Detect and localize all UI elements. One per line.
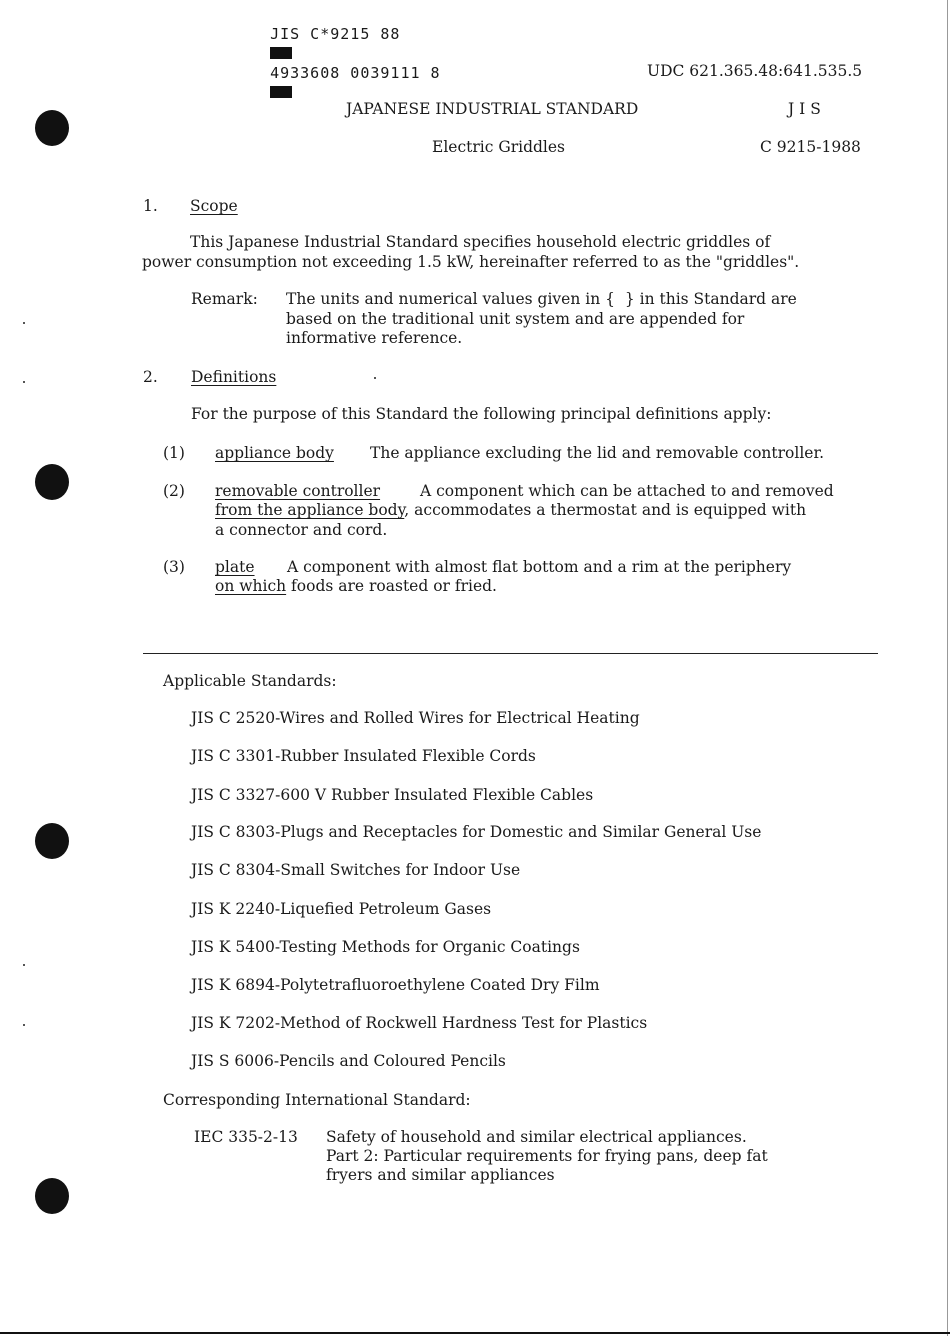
section-title-scope: Scope xyxy=(190,197,238,215)
remark-line-3: informative reference. xyxy=(286,329,463,347)
remark-label: Remark: xyxy=(191,290,258,308)
definition-text: The appliance excluding the lid and removable controller. xyxy=(370,444,825,462)
list-item: JIS C 8304-Small Switches for Indoor Use xyxy=(191,861,521,879)
definition-number: (2) xyxy=(163,482,185,500)
remark-line-2: based on the traditional unit system and are appended for xyxy=(286,310,745,328)
jis-label: J I S xyxy=(788,100,821,118)
definition-text xyxy=(215,501,806,521)
list-item: JIS S 6006-Pencils and Coloured Pencils xyxy=(191,1052,506,1070)
list-item: JIS C 8303-Plugs and Receptacles for Domestic and Similar General Use xyxy=(191,823,762,841)
list-item: JIS C 3327-600 V Rubber Insulated Flexible Cables xyxy=(191,786,594,804)
barcode-left: JIS C*9215 88 xyxy=(270,24,401,43)
page-title: Electric Griddles xyxy=(432,138,566,156)
definition-term-continued: from the appliance body xyxy=(215,501,405,519)
definition-number: (3) xyxy=(163,558,185,576)
section-number: 2. xyxy=(143,368,158,386)
iec-title-line-3: fryers and similar appliances xyxy=(326,1166,555,1184)
definition-number: (1) xyxy=(163,444,185,462)
iec-title-line-2: Part 2: Particular requirements for frying pans, deep fat xyxy=(326,1147,768,1165)
scan-speck xyxy=(23,1024,25,1026)
scan-edge-bottom xyxy=(0,1332,950,1334)
list-item: JIS K 5400-Testing Methods for Organic Coatings xyxy=(191,938,580,956)
definitions-intro: For the purpose of this Standard the following principal definitions apply: xyxy=(191,405,772,423)
definition-text-rest: , accommodates a thermostat and is equipped with xyxy=(404,501,807,519)
definition-text: A component which can be attached to and removed xyxy=(420,482,834,500)
barcode-block xyxy=(270,86,292,98)
list-item: JIS C 2520-Wires and Rolled Wires for Electrical Heating xyxy=(191,709,640,727)
punch-hole xyxy=(35,464,69,500)
scan-edge-right xyxy=(947,0,948,1336)
footnote-divider xyxy=(143,653,878,654)
definition-term: plate xyxy=(215,558,255,576)
barcode-line xyxy=(250,5,441,103)
iec-code: IEC 335-2-13 xyxy=(194,1128,298,1146)
scan-speck xyxy=(23,964,25,966)
definition-term: removable controller xyxy=(215,482,381,500)
punch-hole xyxy=(35,1178,69,1214)
barcode-block xyxy=(270,47,292,59)
definition-term-continued: on which xyxy=(215,577,287,595)
international-standard-label: Corresponding International Standard: xyxy=(163,1091,471,1109)
definition-text xyxy=(215,577,497,597)
definition-text: A component with almost flat bottom and a rim at the periphery xyxy=(287,558,792,576)
section-number: 1. xyxy=(143,197,158,215)
iec-title-line-1: Safety of household and similar electrical appliances. xyxy=(326,1128,747,1146)
list-item: JIS K 7202-Method of Rockwell Hardness Test for Plastics xyxy=(191,1014,648,1032)
punch-hole xyxy=(35,110,69,146)
barcode-mid: 4933608 0039111 8 xyxy=(270,63,441,82)
scan-speck xyxy=(23,322,25,324)
definition-text: a connector and cord. xyxy=(215,521,388,539)
scan-speck xyxy=(374,377,376,379)
applicable-standards-label: Applicable Standards: xyxy=(163,672,337,690)
punch-hole xyxy=(35,823,69,859)
udc-number: UDC 621.365.48:641.535.5 xyxy=(647,62,863,80)
standard-org: JAPANESE INDUSTRIAL STANDARD xyxy=(346,100,639,118)
standard-code: C 9215-1988 xyxy=(760,138,861,156)
scan-speck xyxy=(23,381,25,383)
list-item: JIS K 2240-Liquefied Petroleum Gases xyxy=(191,900,492,918)
list-item: JIS C 3301-Rubber Insulated Flexible Cords xyxy=(191,747,536,765)
remark-line-1: The units and numerical values given in { } in this Standard are xyxy=(286,290,797,308)
section-title-definitions: Definitions xyxy=(191,368,277,386)
definition-text-rest: foods are roasted or fried. xyxy=(286,577,497,595)
definition-term: appliance body xyxy=(215,444,334,462)
scope-line-1: This Japanese Industrial Standard specifies household electric griddles of xyxy=(190,233,771,251)
list-item: JIS K 6894-Polytetrafluoroethylene Coated Dry Film xyxy=(191,976,600,994)
scope-line-2: power consumption not exceeding 1.5 kW, hereinafter referred to as the "griddles". xyxy=(142,253,800,271)
